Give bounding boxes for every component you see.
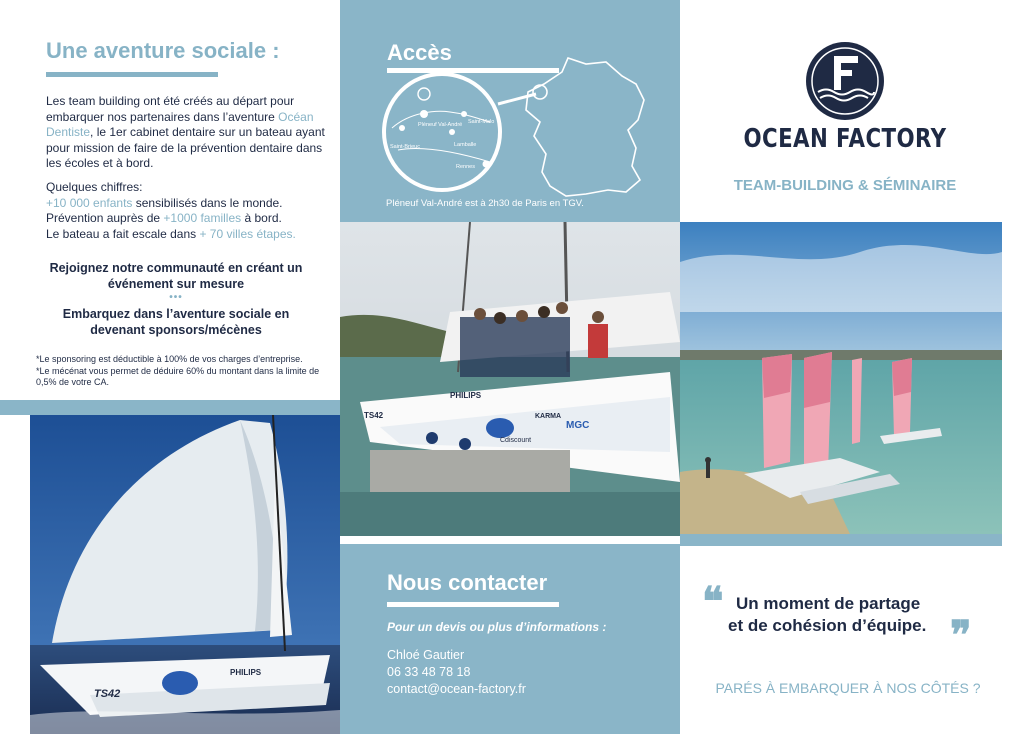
key-figure-families xyxy=(46,211,336,227)
social-intro-part-2: , le 1er cabinet dentaire sur un bateau ayant pour mission de faire de la prévention dentaire dans les écoles et à bord. xyxy=(46,125,325,170)
quote-line-1: Un moment de partage xyxy=(736,594,921,613)
sailing-catamaran-image xyxy=(30,415,340,734)
right-divider-band xyxy=(680,534,1002,546)
sail-hull-number: TS42 xyxy=(94,688,121,700)
saint-brieuc-dot xyxy=(399,125,405,131)
key-figures-heading: Quelques chiffres: xyxy=(46,180,143,194)
contact-panel xyxy=(340,544,680,734)
crew-sponsor-karma: KARMA xyxy=(535,413,562,420)
social-intro-highlight: Océan Dentiste xyxy=(46,109,314,139)
access-caption: Pléneuf Val-André est à 2h30 de Paris en TGV. xyxy=(386,198,584,209)
social-title: Une aventure sociale : xyxy=(46,38,280,63)
brittany-marker xyxy=(533,85,547,99)
map-label-pleneuf: Pléneuf Val-André xyxy=(418,122,463,128)
crew-sponsor-philips: PHILIPS xyxy=(450,391,482,400)
france-map xyxy=(340,0,680,222)
key-figure-cities-value: + 70 villes étapes. xyxy=(199,226,296,241)
contact-email[interactable]: contact@ocean-factory.fr xyxy=(387,682,526,696)
crew-photo xyxy=(340,222,680,536)
sponsoring-note: *Le sponsoring est déductible à 100% de vos charges d’entreprise. xyxy=(36,354,303,364)
beach-photo xyxy=(680,222,1002,534)
key-figure-children xyxy=(46,196,336,212)
patronage-note: *Le mécénat vous permet de déduire 60% du montant dans la limite de 0,5% de votre CA. xyxy=(36,365,320,387)
closing-slogan: PARÉS À EMBARQUER À NOS CÔTÉS ? xyxy=(715,680,981,696)
crew-sponsor-cdiscount: Cdiscount xyxy=(500,437,532,444)
left-divider-band xyxy=(0,400,340,415)
sponsorship-cta: Embarquez dans l’aventure sociale en devenant sponsors/mécènes xyxy=(62,307,290,337)
contact-name: Chloé Gautier xyxy=(387,648,465,662)
sail-sponsor-label: PHILIPS xyxy=(230,668,262,677)
brand-tagline: TEAM-BUILDING & SÉMINAIRE xyxy=(733,177,957,194)
map-label-saint-malo: Saint-Malo xyxy=(468,119,495,125)
middle-divider-band xyxy=(340,536,680,544)
zoom-connector xyxy=(498,94,536,104)
map-label-lamballe: Lamballe xyxy=(454,142,477,148)
social-intro xyxy=(46,94,326,172)
map-label-rennes: Rennes xyxy=(456,164,475,170)
contact-phone[interactable]: 06 33 48 78 18 xyxy=(387,665,471,679)
key-figure-families-value: +1000 familles xyxy=(163,211,242,225)
social-title-underline xyxy=(46,72,218,77)
contact-intro: Pour un devis ou plus d’informations : xyxy=(387,620,607,634)
crew-hull-number: TS42 xyxy=(364,411,384,420)
france-outline xyxy=(526,58,644,196)
open-quote-icon: ❝ xyxy=(702,578,724,625)
lamballe-dot xyxy=(449,129,455,135)
key-figure-cities xyxy=(46,227,336,243)
quote-panel xyxy=(680,546,1030,734)
quote-line-2: et de cohésion d’équipe. xyxy=(728,616,927,635)
community-cta: Rejoignez notre communauté en créant un événement sur mesure xyxy=(49,261,303,291)
key-figure-cities-text: Le bateau a fait escale dans xyxy=(46,226,200,241)
crew-sponsor-mgc: MGC xyxy=(566,420,590,431)
brittany-zoom-circle xyxy=(384,74,500,190)
saint-malo-dot xyxy=(461,111,467,117)
access-title: Accès xyxy=(387,40,452,65)
key-figure-families-text: Prévention auprès de xyxy=(46,211,164,225)
pleneuf-location-dot xyxy=(420,110,428,118)
social-intro-part-1: Les team building ont été créés au départ pour embarquer nos partenaires dans l’aventure xyxy=(46,94,295,124)
contact-title-underline xyxy=(387,602,559,607)
crew-on-catamaran-image xyxy=(340,222,680,536)
sailing-photo xyxy=(30,415,340,734)
cta-separator: ••• xyxy=(169,292,183,303)
rennes-dot xyxy=(483,161,490,168)
left-margin-strip xyxy=(0,415,30,734)
contact-title: Nous contacter xyxy=(387,570,548,595)
tax-notes xyxy=(36,354,336,389)
close-quote-icon: ❞ xyxy=(950,612,972,659)
key-figure-children-text: sensibilisés dans le monde. xyxy=(132,195,283,210)
social-panel xyxy=(0,0,340,400)
access-panel xyxy=(340,0,680,222)
key-figure-families-end: à bord. xyxy=(241,211,282,225)
map-label-saint-brieuc: Saint-Brieuc xyxy=(390,144,420,150)
brand-panel xyxy=(680,0,1030,222)
key-figures xyxy=(46,180,336,242)
brand-name: OCEAN FACTORY xyxy=(743,124,947,154)
key-figure-children-value: +10 000 enfants xyxy=(46,195,133,210)
ocean-factory-logo-icon xyxy=(804,40,886,122)
catamarans-on-beach-image xyxy=(680,222,1002,534)
